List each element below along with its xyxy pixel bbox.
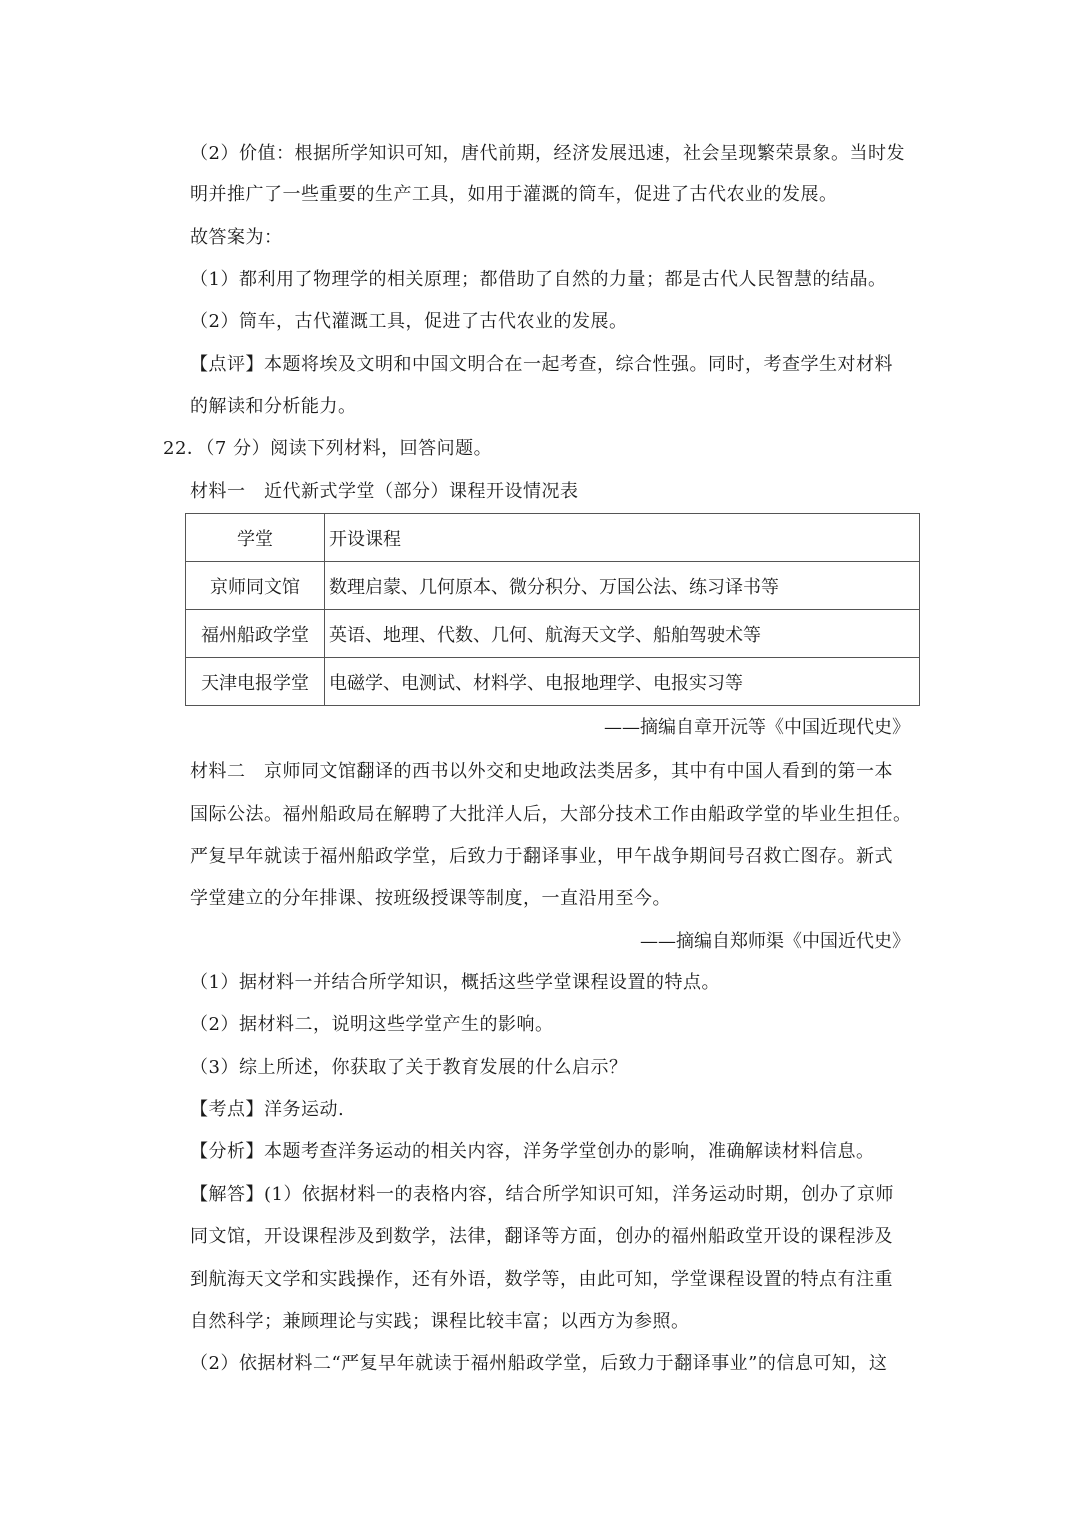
text-line: 【点评】本题将埃及文明和中国文明合在一起考查，综合性强。同时，考查学生对材料 — [190, 354, 893, 375]
text-line: （1）都利用了物理学的相关原理；都借助了自然的力量；都是古代人民智慧的结晶。 — [190, 269, 887, 290]
analysis-line: 到航海天文学和实践操作，还有外语，数学等，由此可知，学堂课程设置的特点有注重 — [190, 1269, 893, 1290]
text-line: 明并推广了一些重要的生产工具，如用于灌溉的筒车，促进了古代农业的发展。 — [190, 184, 838, 205]
analysis-line: 【考点】洋务运动. — [190, 1099, 345, 1120]
analysis-line: 自然科学；兼顾理论与实践；课程比较丰富；以西方为参照。 — [190, 1311, 690, 1332]
table-cell: 天津电报学堂 — [186, 658, 325, 706]
table-header-cell: 学堂 — [186, 514, 325, 562]
table-cell: 福州船政学堂 — [186, 610, 325, 658]
course-table — [185, 513, 920, 706]
text-line: （2）筒车，古代灌溉工具，促进了古代农业的发展。 — [190, 311, 628, 332]
table-cell: 京师同文馆 — [186, 562, 325, 610]
table-cell: 电磁学、电测试、材料学、电报地理学、电报实习等 — [325, 658, 920, 706]
source-citation: ——摘编自郑师渠《中国近代史》 — [640, 931, 910, 952]
text-line: 故答案为： — [190, 227, 283, 248]
source-citation: ——摘编自章开沅等《中国近现代史》 — [604, 717, 910, 738]
table-cell: 英语、地理、代数、几何、航海天文学、船舶驾驶术等 — [325, 610, 920, 658]
table-row — [186, 562, 920, 610]
analysis-line: （2）依据材料二“严复早年就读于福州船政学堂，后致力于翻译事业”的信息可知，这 — [190, 1353, 888, 1374]
material2-line: 严复早年就读于福州船政学堂，后致力于翻译事业，甲午战争期间号召救亡图存。新式 — [190, 846, 893, 867]
table-header-row — [186, 514, 920, 562]
table-row — [186, 658, 920, 706]
text-line: （2）价值：根据所学知识可知，唐代前期，经济发展迅速，社会呈现繁荣景象。当时发 — [190, 143, 905, 164]
analysis-line: 同文馆，开设课程涉及到数学，法律，翻译等方面，创办的福州船政堂开设的课程涉及 — [190, 1226, 893, 1247]
material2-line: 学堂建立的分年排课、按班级授课等制度，一直沿用至今。 — [190, 888, 671, 909]
table-row — [186, 610, 920, 658]
sub-question: （1）据材料一并结合所学知识，概括这些学堂课程设置的特点。 — [190, 972, 720, 993]
text-line: 的解读和分析能力。 — [190, 396, 357, 417]
analysis-line: 【分析】本题考查洋务运动的相关内容，洋务学堂创办的影响，准确解读材料信息。 — [190, 1141, 875, 1162]
table-cell: 数理启蒙、几何原本、微分积分、万国公法、练习译书等 — [325, 562, 920, 610]
material2-line: 材料二 京师同文馆翻译的西书以外交和史地政法类居多，其中有中国人看到的第一本 — [190, 761, 893, 782]
question-heading: 22．（7 分）阅读下列材料，回答问题。 — [163, 438, 493, 459]
sub-question: （2）据材料二，说明这些学堂产生的影响。 — [190, 1014, 554, 1035]
table-header-cell: 开设课程 — [325, 514, 920, 562]
sub-question: （3）综上所述，你获取了关于教育发展的什么启示？ — [190, 1057, 628, 1078]
material1-title: 材料一 近代新式学堂（部分）课程开设情况表 — [190, 481, 579, 502]
material2-line: 国际公法。福州船政局在解聘了大批洋人后，大部分技术工作由船政学堂的毕业生担任。 — [190, 804, 912, 825]
analysis-line: 【解答】(1）依据材料一的表格内容，结合所学知识可知，洋务运动时期，创办了京师 — [190, 1184, 894, 1205]
